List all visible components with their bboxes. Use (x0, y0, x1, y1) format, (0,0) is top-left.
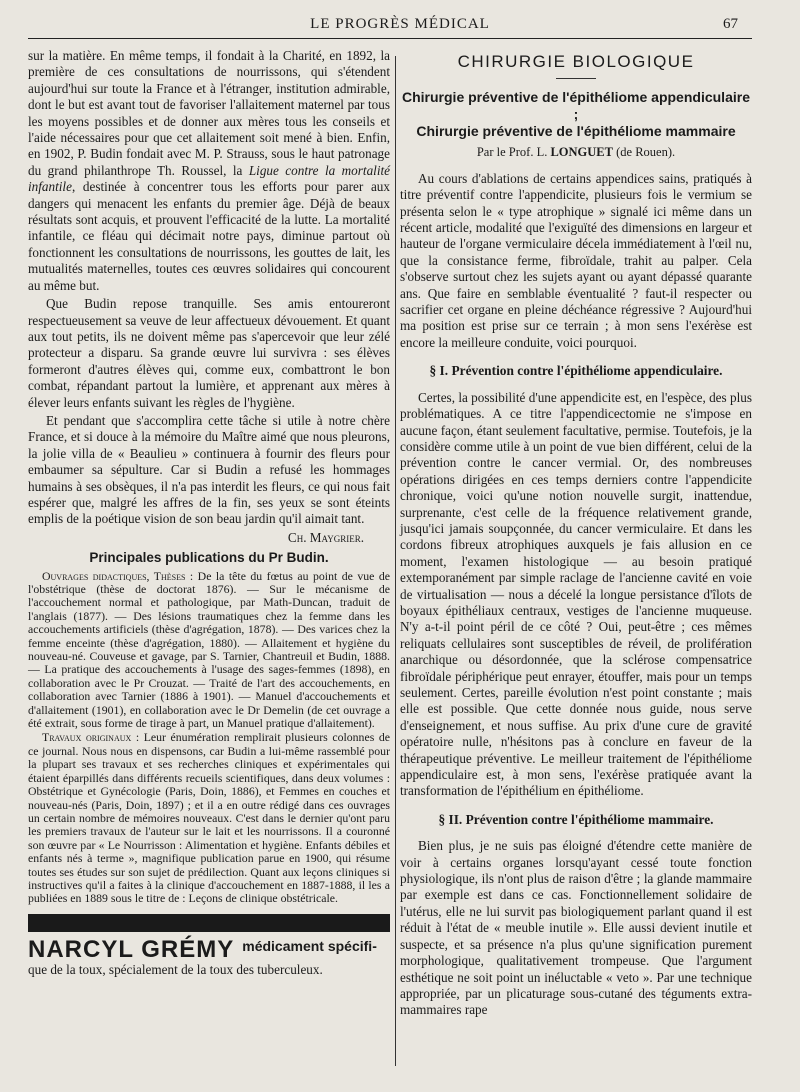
publication-label: Travaux originaux : (42, 730, 140, 745)
ad-tagline: médicament spécifi- (242, 937, 377, 954)
right-column (400, 48, 752, 1021)
author-suffix: (de Rouen). (616, 145, 676, 160)
page-number: 67 (723, 16, 738, 32)
paragraph: Certes, la possibilité d'une appendicite est, en l'espèce, des plus problématiques. A ce titre l'appendicectomie ne s'impose en aucune façon, étant seulement facultative, permise. Toutefois, je la considère comme utile à un point de vue bien différent, celui de la prévention contre le cancer vermial. Or, des nombreuses opérations dirigées en ces temps derniers contre l'appendicite chronique, voici qu'une notion nouvelle surgit, inattendue, surprenante, c'est celle de la fréquence relativement grande, jusqu'ici jamais soupçonnée, du cancer vermiculaire. Et dans les cordons fibreux atrophiques auxquels je fais allusion en ce moment, l'examen histologique — au besoin pratiqué extemporanément par simple raclage de l'ancienne cavité en voie de virtualisation — nous a décelé la longue persistance d'îlots de boyaux épithéliaux centraux, vestiges de l'ancienne muqueuse. N'y a-t-il point péril de ce côté ? Oui, peut-être ; ces mêmes reliquats cellulaires sont susceptibles de réveil, de prolifération anarchique ou désordonnée, que la sclérose compensatrice fibroïdale périphérique peut enrayer, étouffer, mais pour un temps seulement. Certes, pareille évolution n'est point constante ; mais elle est possible. Que cette donnée nous guide, nous serve d'enseignement, et nous suffise. Au prix d'une cure de gravité opératoire nulle, n'hésitons pas à conclure en faveur de la thérapeutique préventive. Le meilleur traitement de l'épithéliome appendiculaire est, à mon sens, l'exérèse pratiquée avant la transformation de l'épithélium en épithéliome. (400, 389, 752, 799)
short-rule (556, 78, 596, 79)
paragraph (28, 48, 390, 294)
journal-title: LE PROGRÈS MÉDICAL (310, 16, 490, 32)
text: De la tête du fœtus au point de vue de l'obstétrique (thèse de doctorat 1876). — Sur le mécanisme de l'accouchement normal et pathologique, par Math-Duncan, traduit de l'anglais (1877). — Des lésions traumatiques chez la femme dans les accouchements artificiels (thèse d'agrégation, 1878). — Des varices chez la femme enceinte (thèse d'agrégation, 1880). — Allaitement et hygiène du nouveau-né. Couveuse et gavage, par S. Tarnier, Chantreuil et Budin, 1888. — La pratique des accouchements à l'usage des sages-femmes (1898), en collaboration avec le Pr Crouzat. — Traité de l'art des accouchements, en collaboration avec Tarnier (1886 à 1901). — Manuel d'accouchements et d'allaitement (1901), en collaboration avec le Dr Demelin (de cet ouvrage a été extrait, sous forme de tirage à part, un Manuel pratique d'allaitement). (28, 568, 390, 731)
text: Leur énumération remplirait plusieurs colonnes de ce journal. Nous nous en dispensons, car Budin a lui-même rassemblé pour la plupart ses travaux et ses recherches cliniques et expérimentales qui étaient éparpillés dans différents recueils scientifiques, dans deux volumes : Obstétrique et Gynécologie (Paris, Doin, 1886), et Femmes en couches et nouveau-nés (Paris, Doin, 1897) ; et il a en outre rédigé dans ces ouvrages un certain nombre de mémoires nouveaux. C'est dans le dernier qu'ont paru les premiers travaux de l'auteur sur le lait et les nourrissons. Il a couronné son œuvre par « Le Nourrisson : Alimentation et hygiène. Enfants débiles et enfants nés à terme », magnifique publication parue en 1900, qui résume toutes ses études sur son sujet de prédilection. Quant aux leçons cliniques si instructives qu'il a faites à la clinique d'accouchement en 1887-1888, il les a publiées en 1889 sous le titre de : Leçons de clinique obstétricale. (28, 730, 390, 906)
article-title: Chirurgie préventive de l'épithéliome appendiculaire ; (402, 89, 750, 123)
signature: Ch. Maygrier. (287, 529, 364, 545)
section-title: CHIRURGIE BIOLOGIQUE (457, 52, 695, 71)
ad-tagline-continued: que de la toux, spécialement de la toux des tuberculeux. (28, 961, 323, 977)
publications-heading: Principales publications du Pr Budin. (89, 550, 329, 566)
league-name: Ligue contre la mortalité infantile (28, 162, 391, 195)
subsection-heading: § II. Prévention contre l'épithéliome mammaire. (438, 811, 714, 827)
article-title-2: Chirurgie préventive de l'épithéliome mammaire (416, 123, 736, 140)
paragraph: Que Budin repose tranquille. Ses amis entoureront respectueusement sa veuve de leur affectueux dévouement. Et quant aux tout petits, ils ne doivent même pas s'apercevoir que leur zélé protecteur a disparu. Sa grande œuvre lui survivra : ses élèves formeront d'autres élèves qui, comme eux, combattront le bon combat, répandant partout la lumière, et apprenant aux mères à élever leurs enfants suivant les règles de l'hygiène. (28, 296, 390, 410)
publications-list (28, 570, 390, 906)
paragraph: Et pendant que s'accomplira cette tâche si utile à notre chère France, et si douce à la mémoire du Maître aimé que nous pleurons, la jolie villa de « Beaulieu » continuera à fournir des fleurs pour embaumer sa sépulture. Car si Budin a refusé les hommages humains à ses obsèques, il n'a pas interdit les fleurs, ce qui nous fait espérer que, malgré les affres de la fin, ses yeux se sont éteints emplis de la poétique vision de son beau jardin qu'il aimait tant. (28, 412, 390, 527)
subsection-heading: § I. Prévention contre l'épithéliome appendiculaire. (429, 363, 723, 379)
column-divider (395, 56, 396, 1066)
publication-paragraph (28, 570, 390, 731)
page-header (0, 16, 800, 40)
author-line (400, 144, 752, 160)
header-rule (28, 38, 752, 39)
ad-separator-bar (28, 914, 390, 932)
ad-brand: NARCYL GRÉMY (28, 935, 235, 963)
left-column (28, 48, 390, 978)
author-name: LONGUET (550, 145, 613, 160)
publication-paragraph (28, 731, 390, 905)
advertisement (28, 935, 390, 963)
author-prefix: Par le Prof. L. (476, 145, 548, 160)
publication-label: Ouvrages didactiques, Thèses : (42, 568, 194, 583)
paragraph: Bien plus, je ne suis pas éloigné d'étendre cette manière de voir à certains organes lorsqu'ayant cessé toute fonction physiologique, ils n'ont plus de raison d'être ; la glande mammaire par exemple est dans ce cas. Fonctionnellement solidaire de l'utérus, elle ne lui survit pas biologiquement parlant quand il est réduit à l'état de « meuble inutile ». Elle aussi devient inutile et suspecte, et sa présence n'a plus qu'une signification purement morphologique, qualitativement trompeuse. Que l'argument esthétique ne soit point un inéluctable « veto ». Par une technique appropriée, par un plicaturage sous-cutané des téguments extra-mammaires rape (400, 838, 752, 1018)
paragraph: Au cours d'ablations de certains appendices sains, pratiqués à titre préventif contre l'appendicite, plusieurs fois le vermium se présenta selon le « type atrophique » signalé ici même dans un récent article, modalité que l'exiguïté des dimensions en largeur et hauteur de l'organe vermiculaire décela immédiatement à l'œil nu, que la consistance ferme, fibroïdale, trahit au palper. Cela s'observe surtout chez les sujets ayant ou ayant dépassé quarante ans. Que faire en semblable éventualité ? faut-il respecter ou sacrifier cet organe en pleine déchéance régressive ? Aujourd'hui ma position est prise sur ce terrain ; à mon sens l'exérèse est encore la meilleure conduite, voici pourquoi. (400, 170, 752, 350)
text: , destinée à concentrer tous les efforts pour parer aux dangers qui menacent les enfants du premier âge. Déjà de beaux résultats sont acquis, et prouvent l'efficacité de la lutte. La mortalité infantile, ce fléau qui décimait notre pays, diminue partout où fonctionnent les consultations de nourrissons, les gouttes de lait, les mutualités maternelles, toutes ces œuvres solidaires qui concourent au même but. (28, 179, 390, 293)
text: sur la matière. En même temps, il fondait à la Charité, en 1892, la première de ces consultations de nourrissons, qui s'étendent aujourd'hui sur toute la France et à l'étranger, institution admirable, dont le but est avant tout de favoriser l'allaitement maternel par tous les moyens possibles et de donner aux mères tous les conseils et l'aide nécessaires pour que cet allaitement soit mené à bien. Enfin, en 1902, P. Budin fondait avec M. P. Strauss, sous le haut patronage du grand philanthrope Th. Roussel, la (28, 48, 390, 178)
